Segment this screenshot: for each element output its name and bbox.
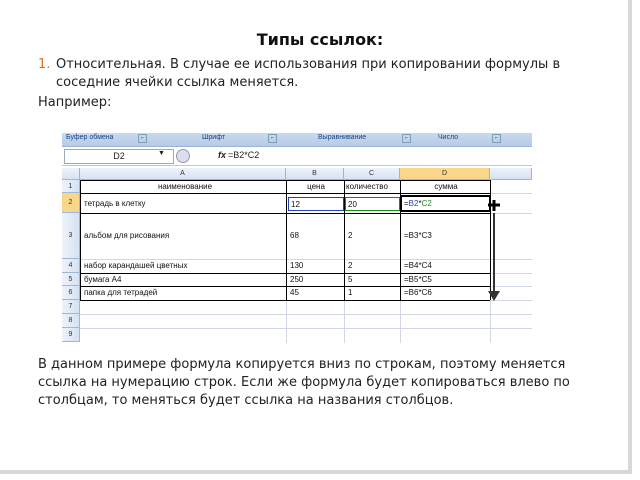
example-label: Например: [38, 95, 112, 110]
table-cell: 45 [290, 288, 299, 297]
row-header: 7 [62, 300, 80, 314]
active-cell-d2: =B2*C2 [400, 195, 491, 212]
chevron-down-icon: ▼ [158, 150, 165, 157]
table-cell: 130 [290, 261, 304, 270]
dialog-launcher-icon: ⌐ [138, 134, 147, 143]
table-cell: 5 [348, 275, 353, 284]
circle-icon [176, 149, 190, 163]
slide-title: Типы ссылок: [256, 30, 384, 49]
table-cell: =B4*C4 [404, 261, 432, 270]
dialog-launcher-icon: ⌐ [268, 134, 277, 143]
table-cell: 1 [348, 288, 353, 297]
excel-screenshot [62, 133, 532, 343]
table-cell: набор карандашей цветных [84, 261, 188, 270]
header-cell: наименование [157, 182, 213, 191]
ribbon [62, 133, 532, 147]
formula-bar [62, 147, 532, 166]
table-cell: 68 [290, 231, 299, 240]
row-header: 2 [62, 193, 80, 213]
table-cell: бумага А4 [84, 275, 122, 284]
numbered-list [38, 56, 608, 92]
table-cell: =B5*C5 [404, 275, 432, 284]
table-cell: =B3*C3 [404, 231, 432, 240]
header-cell: сумма [434, 182, 458, 191]
explanation-paragraph: В данном примере формула копируется вниз по строкам, поэтому меняется ссылка на нумерацию строк. Если же формула будет копироваться влево по столбцам, то меняться будет ссылка на названия столбцов. [38, 357, 570, 408]
fill-down-arrow-icon [482, 199, 506, 303]
corner-cell [62, 168, 80, 180]
dialog-launcher-icon: ⌐ [492, 134, 501, 143]
row-header: 5 [62, 273, 80, 286]
row-header: 9 [62, 328, 80, 342]
dialog-launcher-icon: ⌐ [402, 134, 411, 143]
column-header-e [490, 168, 532, 180]
table-cell-ref-b: 12 [288, 197, 344, 211]
name-box: D2 [64, 149, 174, 164]
column-header-d: D [400, 168, 490, 180]
row-header: 8 [62, 314, 80, 328]
row-header: 4 [62, 259, 80, 273]
table-cell: папка для тетрадей [84, 288, 158, 297]
row-header: 1 [62, 180, 80, 193]
formula-text: =B2*C2 [228, 150, 260, 160]
header-cell: количество [346, 182, 388, 191]
header-cell: цена [307, 182, 325, 191]
table-cell: тетрадь в клетку [84, 199, 146, 208]
row-header: 6 [62, 286, 80, 300]
list-number: 1. [38, 57, 51, 72]
ribbon-group-alignment: Выравнивание [318, 134, 367, 141]
ribbon-group-font: Шрифт [202, 134, 226, 141]
fx-icon: fx [218, 150, 227, 160]
ribbon-group-clipboard: Буфер обмена [66, 134, 114, 141]
table-cell-ref-c: 20 [345, 197, 400, 211]
table-cell: 2 [348, 261, 353, 270]
column-header-c: C [344, 168, 400, 180]
table-cell: альбом для рисования [84, 231, 170, 240]
column-header-a: A [80, 168, 286, 180]
table-cell: =B6*C6 [404, 288, 432, 297]
row-header: 3 [62, 213, 80, 259]
list-item-text: Относительная. В случае ее использования при копировании формулы в соседние ячейки ссылка меняется. [56, 57, 561, 90]
column-header-b: B [286, 168, 344, 180]
ribbon-group-number: Число [438, 134, 459, 141]
table-cell: 250 [290, 275, 304, 284]
table-cell: 2 [348, 231, 353, 240]
